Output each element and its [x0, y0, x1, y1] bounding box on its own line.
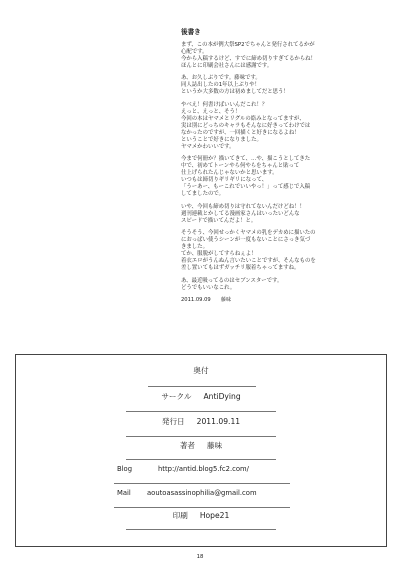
afterword-date: 2011.09.09: [181, 297, 211, 304]
printer-value: Hope21: [199, 511, 230, 520]
afterword-paragraph: いや、今回も締め切りは守れてないんだけどね！！ 週刊連載とかしてる漫画家さんはいったいどんな スピードで描いてんだよ！と。: [181, 203, 305, 224]
page-number: 18: [196, 554, 204, 560]
blog-label: Blog: [117, 465, 133, 473]
afterword-paragraph: まず、この本が例大祭SP2でちゃんと発行されてるかが 心配です。 今から入稿するけど、すでに締め切りすぎてるからね！ ほんとに印刷会社さんには感謝です。: [181, 41, 316, 69]
colophon-circle-row: [16, 393, 386, 401]
afterword-title: 後書き: [181, 28, 201, 36]
colophon-title: 奥付: [193, 366, 209, 375]
author-value: 藤味: [207, 441, 223, 450]
mail-address: aoutoasassinophilia@gmail.com: [147, 489, 257, 497]
printer-label: 印刷: [172, 511, 188, 520]
afterword-signature: [181, 297, 386, 304]
colophon-divider: [148, 386, 256, 387]
colophon-divider: [126, 436, 276, 437]
blog-url: http://antid.blog5.fc2.com/: [158, 465, 249, 473]
afterword-section: [181, 29, 386, 304]
afterword-paragraph: あ、最近吸ってるのはセブンスターです。 どうでもいいなこれ。: [181, 277, 283, 291]
colophon-divider: [114, 483, 290, 484]
afterword-paragraph: あ、お久しぶりです。藤味です。 同人誌出したの1年以上ぶりや！ というか大多数の方は初めましてだと思う！: [181, 75, 289, 96]
colophon-author-row: [16, 442, 386, 450]
colophon-box: [15, 354, 387, 547]
colophon-divider: [126, 411, 276, 412]
circle-label: サークル: [161, 392, 192, 401]
colophon-divider: [114, 507, 290, 508]
afterword-paragraph: 今まで何冊か？描いてきて、…や、描こうとしてきた 中で、初めてトーンやら何やらをちゃんと貼って 仕上げられたんじゃないかと思います。 いつもは締切りギリギリになって、 「うーあー、もーこれでいいやっ！」って感じで入稿 してましたので。: [181, 156, 311, 198]
issue-date-value: 2011.09.11: [196, 417, 241, 426]
colophon-divider: [126, 459, 276, 460]
colophon-issue-row: [16, 418, 386, 426]
afterword-author: 藤味: [220, 297, 232, 304]
circle-value: AntiDying: [203, 392, 241, 401]
afterword-paragraph: やべえ！何書けばいいんだこれ！？ えっと、えっと、そう！ 今回の本はヤマメとリグルの絡みとなってますが、 実は別にどっちのキャラもそんなに好きってわけでは なかったのですが、一回描くと好きになるよね！ ということで好きになりました。 ヤマメかわいいです。: [181, 101, 311, 150]
mail-label: Mail: [117, 489, 131, 497]
colophon-printer-row: [16, 512, 386, 520]
issue-date-label: 発行日: [161, 417, 185, 426]
afterword-paragraph: そうそう、今回せっかくヤマメの乳をデカめに描いたの におっぱい使うシーンが一度もないことにさっき気づ きました。 てか、服脱がしてすらねぇよ！ 着衣エロがうんぬん言いたいことですが、そんなものを 差し置いてもはずガッチリ服着ちゃってますね。: [181, 230, 316, 272]
colophon-divider: [126, 529, 276, 530]
author-label: 著者: [179, 441, 195, 450]
